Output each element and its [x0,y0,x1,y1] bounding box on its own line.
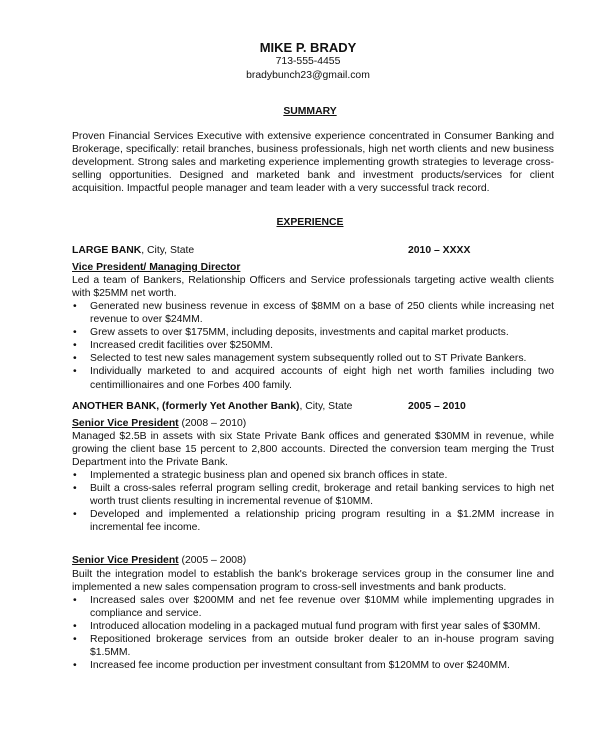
summary-heading: SUMMARY [283,106,337,117]
job-dates: 2010 – XXXX [408,244,471,256]
job-dates: 2005 – 2010 [408,400,466,412]
job-header [72,244,554,258]
list-item: • Increased sales over $200MM and net fee revenue over $10MM while implementing upgrades in compliance and service. [72,594,554,620]
list-item: • Individually marketed to and acquired accounts of eight high net worth families including two centimillionaires and one Forbes 400 family. [72,365,554,391]
company-location: , City, State [299,400,353,412]
phone-number: 713-555-4455 [275,56,341,67]
job-role: Senior Vice President (2005 – 2008) [72,555,247,567]
list-item: • Selected to test new sales management system subsequently rolled out to ST Private Bankers. [72,352,554,365]
list-item: • Built a cross-sales referral program selling credit, brokerage and retail banking services to high net worth trust clients resulting in incremental revenue of $10MM. [72,482,554,508]
job-description: Led a team of Bankers, Relationship Officers and Service professionals targeting active wealth clients with $25MM net worth. [72,274,554,299]
job-bullets [72,594,554,673]
job-role: Vice President/ Managing Director [72,261,241,273]
company-location: , City, State [141,244,195,256]
list-item: • Grew assets to over $175MM, including deposits, investments and capital market products. [72,326,554,339]
email-address: bradybunch23@gmail.com [246,70,370,81]
list-item: • Implemented a strategic business plan and opened six branch offices in state. [72,469,554,482]
job-description: Managed $2.5B in assets with six State Private Bank offices and generated $30MM in revenue, while growing the client base 15 percent to 2,800 accounts. Directed the conversion team merging the Trust Department into the Private Bank. [72,430,554,468]
company-name: LARGE BANK, City, State [72,244,195,256]
job-bullets [72,300,554,392]
job-description: Built the integration model to establish the bank's brokerage services group in the consumer line and implemented a new sales compensation program to cross-sell investments and bank products. [72,568,554,593]
list-item: • Repositioned brokerage services from an outside broker dealer to an in-house program saving $1.5MM. [72,633,554,659]
list-item: • Generated new business revenue in excess of $8MM on a base of 250 clients while increasing net revenue to over $24MM. [72,300,554,326]
list-item: • Increased credit facilities over $250MM. [72,339,554,352]
summary-text: Proven Financial Services Executive with extensive experience concentrated in Consumer Banking and Brokerage, specifically: retail branches, business professionals, high net worth clients and new business development. Strong sales and marketing experience implementing growth strategies to leverage cross-selling opportunities. Designed and marketed bank and investment products/services for client acquisition. Impactful people manager and team leader with a very successful track record. [72,131,554,195]
list-item: • Introduced allocation modeling in a packaged mutual fund program with first year sales of $30MM. [72,620,554,633]
list-item: • Increased fee income production per investment consultant from $120MM to over $240MM. [72,659,554,672]
job-bullets [72,469,554,534]
role-period: (2008 – 2010) [178,417,247,429]
experience-heading: EXPERIENCE [276,216,344,228]
job-header [72,400,554,414]
company-name: ANOTHER BANK, (formerly Yet Another Bank), City, State [72,400,353,412]
job-role: Senior Vice President (2008 – 2010) [72,417,247,429]
resume-name: MIKE P. BRADY [259,40,357,55]
list-item: • Developed and implemented a relationship pricing program resulting in a $1.2MM increase in incremental fee income. [72,508,554,534]
role-period: (2005 – 2008) [178,555,247,567]
